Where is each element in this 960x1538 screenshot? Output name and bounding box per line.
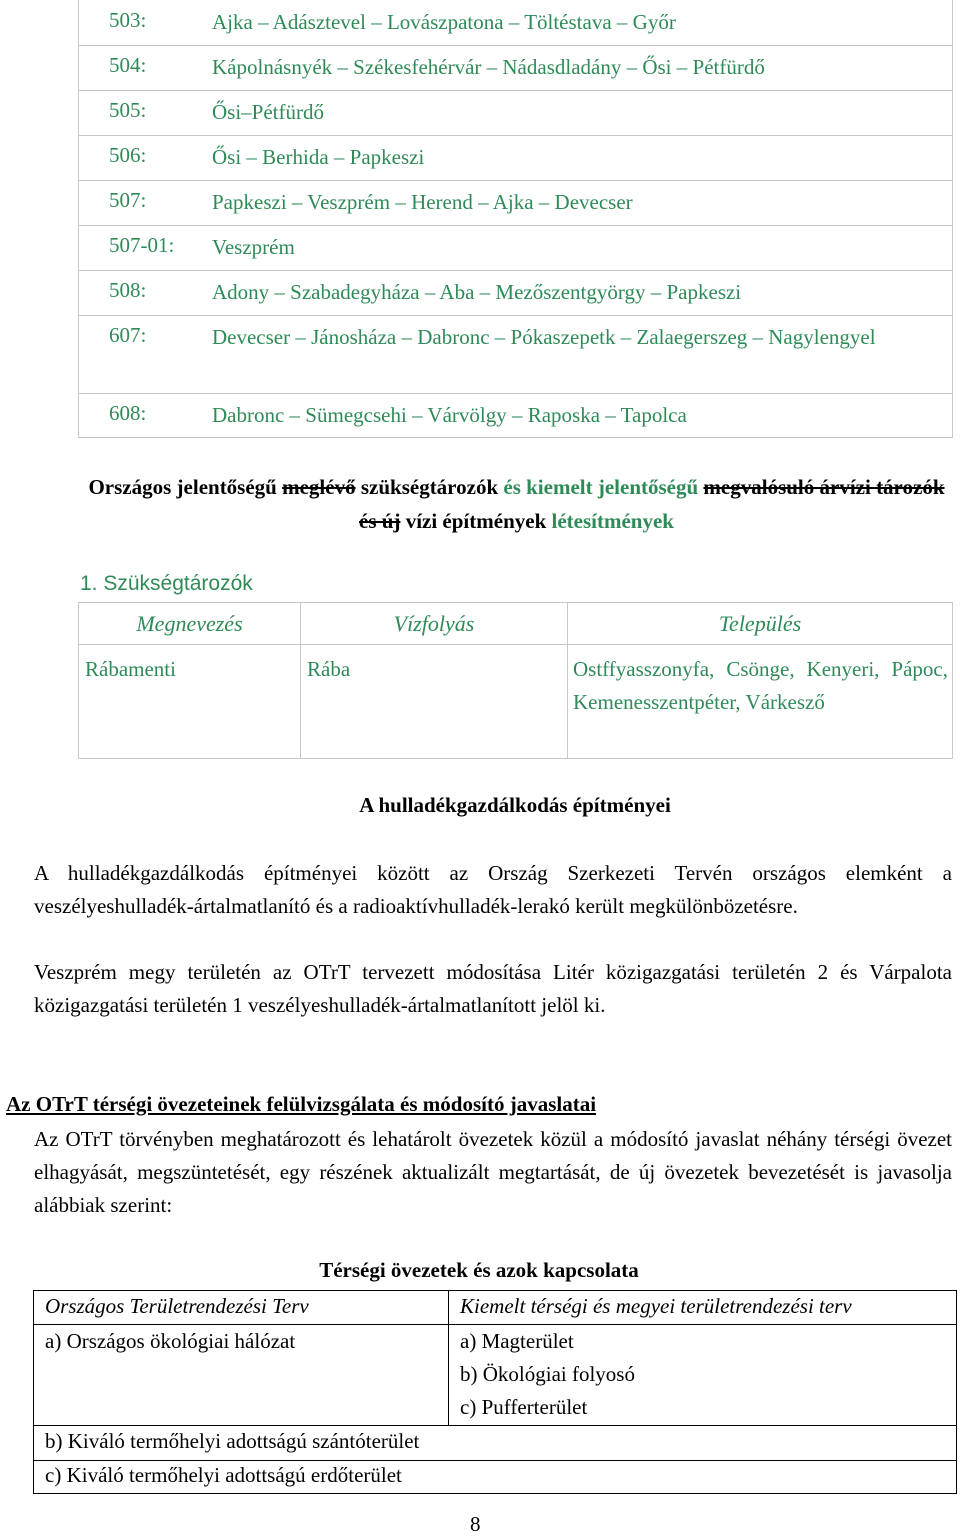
heading-part-deleted: megvalósuló árvízi tározók és új	[359, 475, 945, 533]
section-heading: Az OTrT térségi övezeteinek felülvizsgálata és módosító javaslatai	[6, 1092, 597, 1116]
table-cell: c) Pufferterület	[460, 1395, 588, 1419]
route-text: Papkeszi – Veszprém – Herend – Ajka – Devecser	[212, 190, 633, 214]
route-text: Ősi–Pétfürdő	[212, 100, 324, 124]
table-row	[79, 45, 952, 91]
route-text: Ajka – Adásztevel – Lovászpatona – Töltéstava – Győr	[212, 10, 676, 34]
table-row	[79, 315, 952, 394]
route-code: 607:	[109, 323, 147, 347]
table-cell: b) Kiváló termőhelyi adottságú szántóterület	[45, 1429, 420, 1453]
table-row	[79, 393, 952, 438]
table-cell: Rábamenti	[79, 645, 301, 758]
route-code: 506:	[109, 143, 147, 167]
heading-part: Országos jelentőségű	[88, 475, 283, 499]
table-row	[79, 135, 952, 181]
table-cell: c) Kiváló termőhelyi adottságú erdőterület	[45, 1463, 402, 1487]
column-divider	[448, 1291, 449, 1425]
route-code: 503:	[109, 8, 147, 32]
table-cell: a) Országos ökológiai hálózat	[45, 1329, 296, 1353]
route-code: 507-01:	[109, 233, 175, 257]
paragraph: Az OTrT törvényben meghatározott és lehatárolt övezetek közül a módosító javaslat néhány térségi övezet elhagyását, megszüntetését, egy részének aktualizált megtartását, de új övezetek bevezetését is javasolja alábbiak szerint:	[34, 1127, 952, 1217]
table-row	[79, 180, 952, 226]
subsection-label: 1. Szükségtározók	[80, 572, 253, 595]
table-cell: a) Magterület	[460, 1329, 574, 1353]
table-row	[79, 0, 952, 46]
row-divider	[34, 1425, 956, 1426]
route-code: 508:	[109, 278, 147, 302]
heading-part-inserted: létesítmények	[551, 509, 674, 533]
page-number: 8	[470, 1512, 481, 1536]
route-text: Ősi – Berhida – Papkeszi	[212, 145, 425, 169]
table-cell: Rába	[301, 645, 568, 758]
heading-part: vízi építmények	[400, 509, 552, 533]
route-table	[78, 0, 953, 438]
heading-part: szükségtározók	[355, 475, 504, 499]
route-code: 504:	[109, 53, 147, 77]
table-row	[79, 270, 952, 316]
table-row	[79, 90, 952, 136]
table-row	[79, 225, 952, 271]
heading-part-deleted: meglévő	[282, 475, 356, 499]
column-header: Vízfolyás	[301, 603, 568, 645]
table-cell: b) Ökológiai folyosó	[460, 1362, 635, 1386]
column-header: Kiemelt térségi és megyei területrendezési terv	[460, 1294, 852, 1318]
table-cell: Ostffyasszonyfa, Csönge, Kenyeri, Pápoc, Kemenesszentpéter, Várkesző	[573, 657, 948, 714]
zone-table	[33, 1290, 957, 1494]
column-header: Megnevezés	[79, 603, 301, 645]
table-title: Térségi övezetek és azok kapcsolata	[319, 1258, 639, 1282]
route-code: 507:	[109, 188, 147, 212]
paragraph: Veszprém megy területén az OTrT tervezett módosítása Litér közigazgatási területén 2 és Várpalota közigazgatási területén 1 veszélyeshulladék-ártalmatlanított jelöl ki.	[34, 960, 952, 1017]
row-divider	[34, 1324, 956, 1325]
route-text: Devecser – Jánosháza – Dabronc – Pókaszepetk – Zalaegerszeg – Nagylengyel	[212, 325, 876, 349]
route-text: Dabronc – Sümegcsehi – Várvölgy – Raposka – Tapolca	[212, 403, 687, 427]
storage-table	[78, 602, 953, 759]
section-title: A hulladékgazdálkodás építményei	[359, 793, 671, 817]
section-heading	[80, 470, 953, 538]
heading-part-inserted: és kiemelt jelentőségű	[503, 475, 699, 499]
column-header: Település	[568, 603, 952, 645]
column-header: Országos Területrendezési Terv	[45, 1294, 309, 1318]
paragraph: A hulladékgazdálkodás építményei között az Ország Szerkezeti Tervén országos elemként a veszélyeshulladék-ártalmatlanító és a radioaktívhulladék-lerakó került megkülönbözetésre.	[34, 861, 952, 918]
route-text: Adony – Szabadegyháza – Aba – Mezőszentgyörgy – Papkeszi	[212, 280, 742, 304]
row-divider	[34, 1460, 956, 1461]
route-code: 608:	[109, 401, 147, 425]
route-text: Veszprém	[212, 235, 295, 259]
route-code: 505:	[109, 98, 147, 122]
route-text: Kápolnásnyék – Székesfehérvár – Nádasdladány – Ősi – Pétfürdő	[212, 55, 765, 79]
